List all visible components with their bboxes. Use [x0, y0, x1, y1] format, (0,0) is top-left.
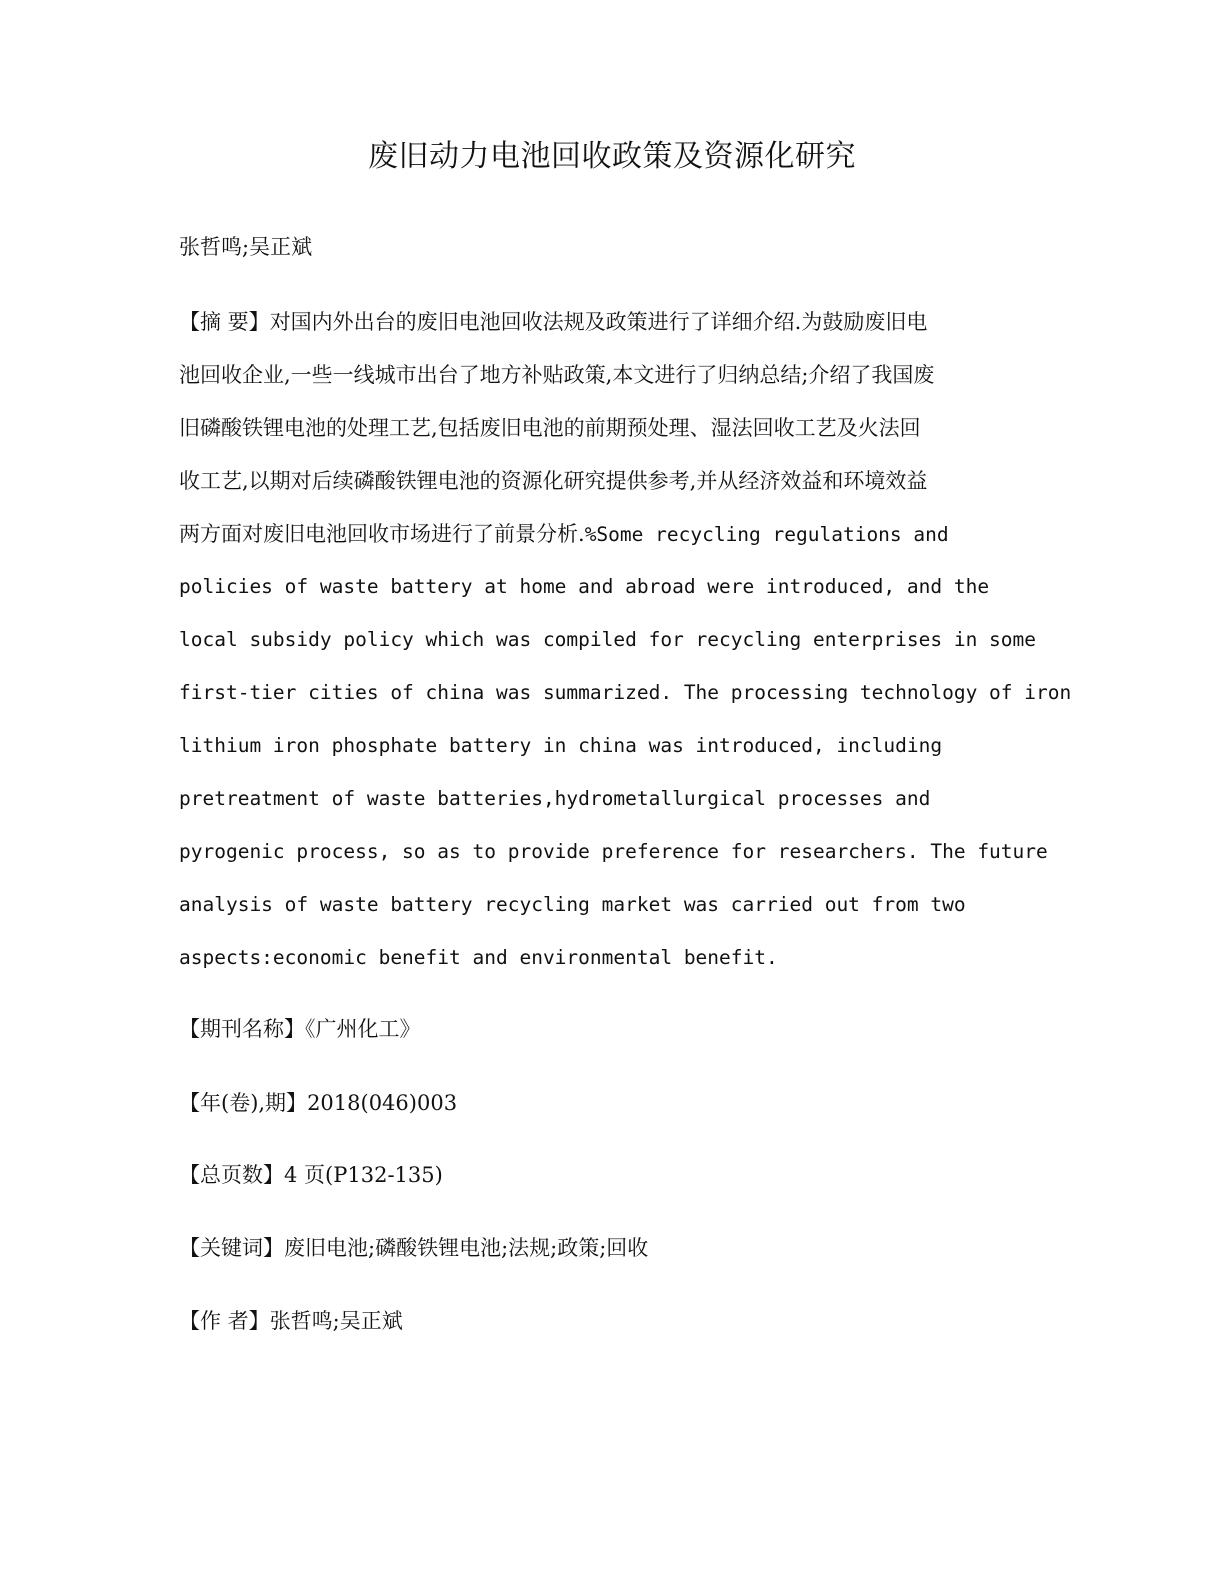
keywords-label: 【关键词】 — [179, 1236, 284, 1260]
keywords-field — [179, 1231, 648, 1265]
abstract-line — [179, 300, 1099, 353]
abstract-line-en: local subsidy policy which was compiled for recycling enterprises in some — [179, 628, 1037, 651]
authors-field — [179, 1304, 403, 1338]
abstract-line-en: pyrogenic process, so as to provide preference for researchers. The future — [179, 840, 1048, 863]
abstract-line: 池回收企业,一些一线城市出台了地方补贴政策,本文进行了归纳总结;介绍了我国废 — [179, 363, 935, 387]
abstract-line: 旧磷酸铁锂电池的处理工艺,包括废旧电池的前期预处理、湿法回收工艺及火法回 — [179, 416, 921, 440]
abstract-text: 对国内外出台的废旧电池回收法规及政策进行了详细介绍.为鼓励废旧电 — [269, 310, 928, 334]
abstract-text: 两方面对废旧电池回收市场进行了前景分析. — [179, 522, 585, 546]
year-volume-issue-label: 【年(卷),期】 — [179, 1091, 308, 1115]
abstract-line-en: pretreatment of waste batteries,hydrometallurgical processes and — [179, 787, 931, 810]
total-pages-value: 4 页(P132-135) — [284, 1163, 443, 1187]
abstract-line-en: policies of waste battery at home and abroad were introduced, and the — [179, 575, 990, 598]
journal-label: 【期刊名称】 — [179, 1017, 305, 1041]
authors-value: 张哲鸣;吴正斌 — [269, 1309, 403, 1333]
document-title: 废旧动力电池回收政策及资源化研究 — [368, 139, 856, 174]
total-pages-label: 【总页数】 — [179, 1163, 284, 1187]
authors-label: 【作 者】 — [179, 1309, 270, 1333]
abstract-line-en: lithium iron phosphate battery in china was introduced, including — [179, 734, 943, 757]
journal-value: 《广州化工》 — [305, 1017, 421, 1041]
total-pages-field — [179, 1158, 443, 1192]
year-volume-issue-field — [179, 1086, 457, 1120]
abstract-line-en: first-tier cities of china was summarized. The processing technology of iron — [179, 681, 1072, 704]
abstract-line: 收工艺,以期对后续磷酸铁锂电池的资源化研究提供参考,并从经济效益和环境效益 — [179, 469, 928, 493]
author-line: 张哲鸣;吴正斌 — [179, 235, 313, 259]
year-volume-issue-value: 2018(046)003 — [307, 1091, 458, 1115]
abstract-line-en: aspects:economic benefit and environmental benefit. — [179, 946, 778, 969]
abstract-line — [179, 512, 1099, 565]
journal-field — [179, 1012, 421, 1046]
keywords-value: 废旧电池;磷酸铁锂电池;法规;政策;回收 — [284, 1236, 649, 1260]
abstract-label: 【摘 要】 — [179, 310, 270, 334]
abstract-text-en: %Some recycling regulations and — [584, 523, 949, 546]
abstract-block — [179, 300, 1099, 989]
abstract-line-en: analysis of waste battery recycling market was carried out from two — [179, 893, 966, 916]
